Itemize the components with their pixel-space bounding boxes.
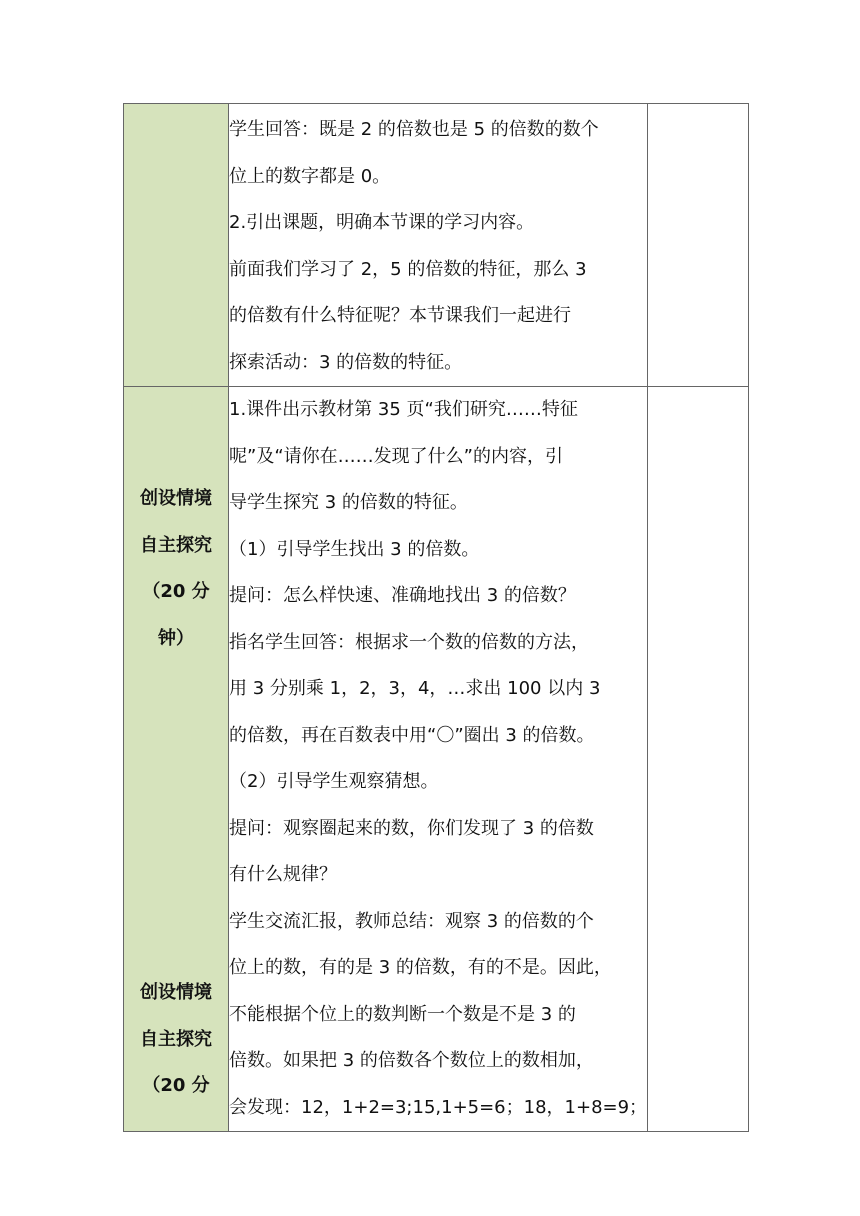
phase-cell-empty [124, 104, 229, 387]
text-line: （2）引导学生观察猜想。 [229, 771, 439, 792]
text-line: 位上的数字都是 0。 [229, 165, 391, 187]
text-line: 提问：观察圈起来的数，你们发现了 3 的倍数 [229, 817, 594, 839]
text-line: 1.课件出示教材第 35 页“我们研究……特征 [229, 399, 578, 420]
content-cell [229, 104, 648, 387]
phase-label: （20 分 [142, 1075, 210, 1096]
text-line: 提问：怎么样快速、准确地找出 3 的倍数？ [229, 585, 576, 606]
table-row [124, 387, 749, 1132]
phase-label: 自主探究 [140, 1028, 212, 1050]
text-line: 2.引出课题，明确本节课的学习内容。 [229, 212, 535, 233]
text-line: 导学生探究 3 的倍数的特征。 [229, 492, 468, 513]
text-line: 会发现：12，1+2=3;15,1+5=6；18，1+8=9； [229, 1096, 648, 1118]
text-line: 有什么规律？ [229, 864, 337, 885]
phase-label: 自主探究 [140, 534, 212, 556]
notes-cell [648, 387, 749, 1132]
text-line: 位上的数，有的是 3 的倍数，有的不是。因此， [229, 957, 612, 978]
notes-cell [648, 104, 749, 387]
text-line: 不能根据个位上的数判断一个数是不是 3 的 [229, 1003, 576, 1025]
phase-label: 钟） [158, 627, 194, 649]
text-line: 的倍数，再在百数表中用“〇”圈出 3 的倍数。 [229, 724, 595, 746]
text-line: 用 3 分别乘 1，2，3，4，…求出 100 以内 3 [229, 678, 601, 699]
phase-label: 创设情境 [140, 488, 212, 509]
content-cell [229, 387, 648, 1132]
phase-cell [124, 387, 229, 1132]
phase-label: （20 分 [142, 581, 210, 602]
phase-label: 创设情境 [140, 982, 212, 1003]
text-line: 的倍数有什么特征呢？本节课我们一起进行 [229, 305, 571, 326]
text-line: 指名学生回答：根据求一个数的倍数的方法， [229, 631, 589, 653]
text-line: 探索活动：3 的倍数的特征。 [229, 351, 463, 373]
lesson-plan-table [123, 103, 749, 1132]
text-line: （1）引导学生找出 3 的倍数。 [229, 538, 480, 560]
text-line: 倍数。如果把 3 的倍数各个数位上的数相加， [229, 1050, 594, 1071]
text-line: 学生交流汇报，教师总结：观察 3 的倍数的个 [229, 910, 594, 932]
text-line: 呢”及“请你在……发现了什么”的内容，引 [229, 445, 563, 467]
text-line: 学生回答：既是 2 的倍数也是 5 的倍数的数个 [229, 119, 599, 140]
text-line: 前面我们学习了 2，5 的倍数的特征，那么 3 [229, 258, 587, 280]
table-row [124, 104, 749, 387]
